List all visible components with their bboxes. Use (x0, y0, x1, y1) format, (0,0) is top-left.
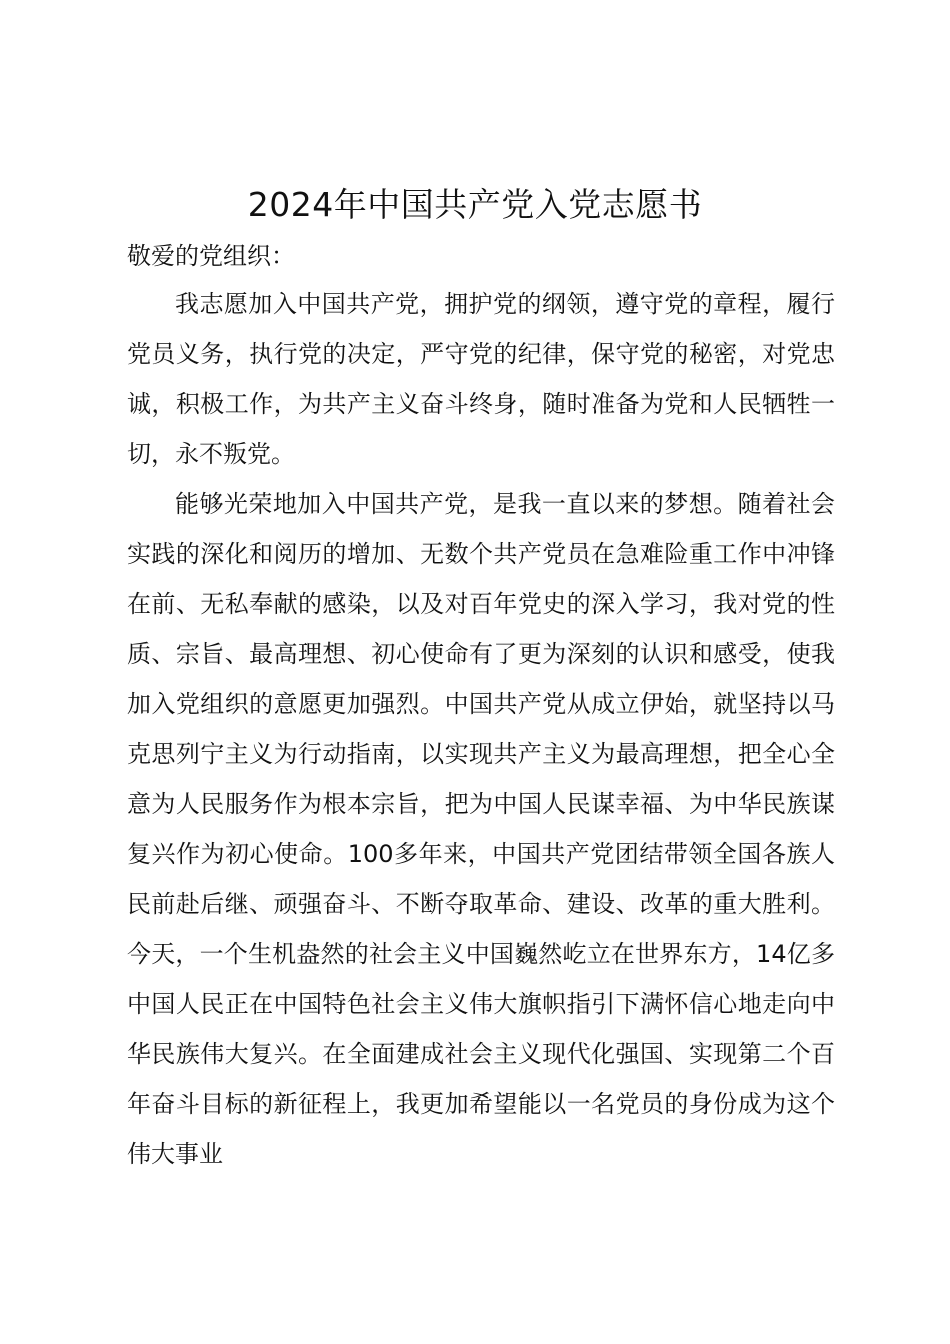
paragraph-motivation: 能够光荣地加入中国共产党，是我一直以来的梦想。随着社会实践的深化和阅历的增加、无数个共产党员在急难险重工作中冲锋在前、无私奉献的感染，以及对百年党史的深入学习，我对党的性质、宗旨、最高理想、初心使命有了更为深刻的认识和感受，使我加入党组织的意愿更加强烈。中国共产党从成立伊始，就坚持以马克思列宁主义为行动指南，以实现共产主义为最高理想，把全心全意为人民服务作为根本宗旨，把为中国人民谋幸福、为中华民族谋复兴作为初心使命。100多年来，中国共产党团结带领全国各族人民前赴后继、顽强奋斗、不断夺取革命、建设、改革的重大胜利。今天，一个生机盎然的社会主义中国巍然屹立在世界东方，14亿多中国人民正在中国特色社会主义伟大旗帜指引下满怀信心地走向中华民族伟大复兴。在全面建成社会主义现代化强国、实现第二个百年奋斗目标的新征程上，我更加希望能以一名党员的身份成为这个伟大事业 (127, 490, 835, 1168)
paragraph-pledge: 我志愿加入中国共产党，拥护党的纲领，遵守党的章程，履行党员义务，执行党的决定，严守党的纪律，保守党的秘密，对党忠诚，积极工作，为共产主义奋斗终身，随时准备为党和人民牺牲一切，永不叛党。 (127, 290, 835, 468)
document-title: 2024年中国共产党入党志愿书 (247, 185, 703, 224)
salutation: 敬爱的党组织： (127, 242, 295, 270)
